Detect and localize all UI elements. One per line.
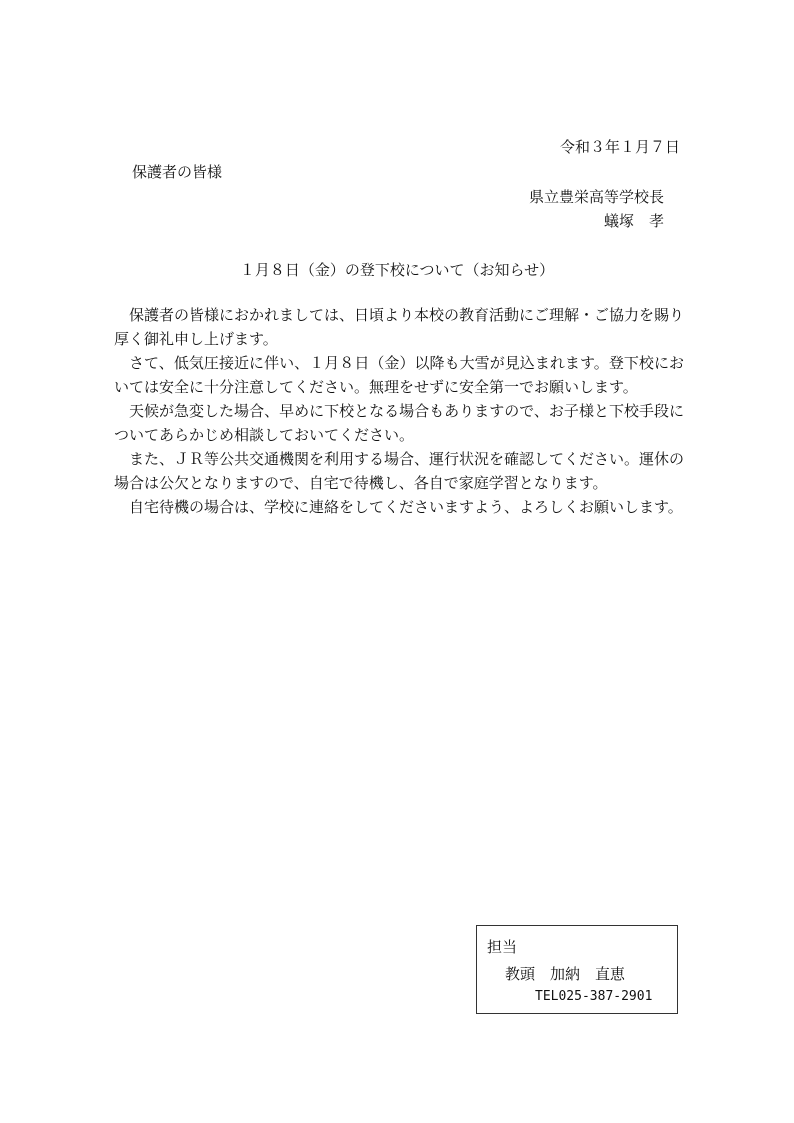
contact-tel: TEL025-387-2901 [535,989,653,1004]
addressee: 保護者の皆様 [132,163,223,181]
body-paragraph: 自宅待機の場合は、学校に連絡をしてくださいますよう、よろしくお願いします。 [129,498,683,516]
body-paragraph: 保護者の皆様におかれましては、日頃より本校の教育活動にご理解・ご協力を賜り厚く御礼申し上げます。 [114,306,685,348]
contact-box [476,925,678,1014]
document-title: １月８日（金）の登下校について（お知らせ） [239,261,555,279]
body-paragraph: さて、低気圧接近に伴い、１月８日（金）以降も大雪が見込まれます。登下校においては安全に十分注意してください。無理をせずに安全第一でお願いします。 [114,354,684,396]
body-paragraph: また、ＪＲ等公共交通機関を利用する場合、運行状況を確認してください。運休の場合は公欠となりますので、自宅で待機し、各自で家庭学習となります。 [114,450,685,492]
document-date: 令和３年１月７日 [559,138,680,156]
school-name: 県立豊栄高等学校長 [528,188,664,206]
contact-person: 教頭 加納 直恵 [505,965,626,983]
document-body [114,303,684,519]
contact-label: 担当 [487,938,518,956]
body-paragraph: 天候が急変した場合、早めに下校となる場合もありますので、お子様と下校手段についてあらかじめ相談しておいてください。 [114,402,684,444]
principal-name: 蟻塚 孝 [603,212,664,230]
